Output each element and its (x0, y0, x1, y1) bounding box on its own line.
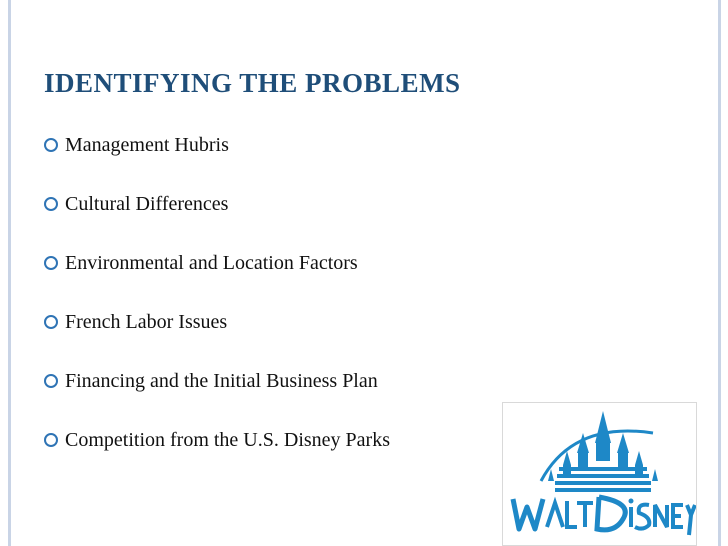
bullet-text: Competition from the U.S. Disney Parks (65, 429, 390, 451)
bullet-item (44, 366, 390, 425)
bullet-text: Management Hubris (65, 134, 229, 156)
bullet-ring-icon (44, 315, 58, 329)
slide-frame-left (8, 0, 11, 546)
bullet-ring-icon (44, 256, 58, 270)
bullet-ring-icon (44, 138, 58, 152)
bullet-list (44, 130, 390, 484)
castle-logo-icon (503, 403, 696, 545)
slide-title: IDENTIFYING THE PROBLEMS (44, 68, 461, 98)
walt-disney-logo (502, 402, 697, 546)
bullet-item (44, 189, 390, 248)
bullet-item (44, 248, 390, 307)
bullet-ring-icon (44, 433, 58, 447)
bullet-item (44, 130, 390, 189)
bullet-ring-icon (44, 374, 58, 388)
bullet-ring-icon (44, 197, 58, 211)
bullet-text: Cultural Differences (65, 193, 229, 215)
bullet-text: French Labor Issues (65, 311, 228, 333)
slide-frame-right (718, 0, 721, 546)
bullet-item (44, 307, 390, 366)
bullet-text: Financing and the Initial Business Plan (65, 370, 378, 392)
bullet-item (44, 425, 390, 484)
bullet-text: Environmental and Location Factors (65, 252, 358, 274)
